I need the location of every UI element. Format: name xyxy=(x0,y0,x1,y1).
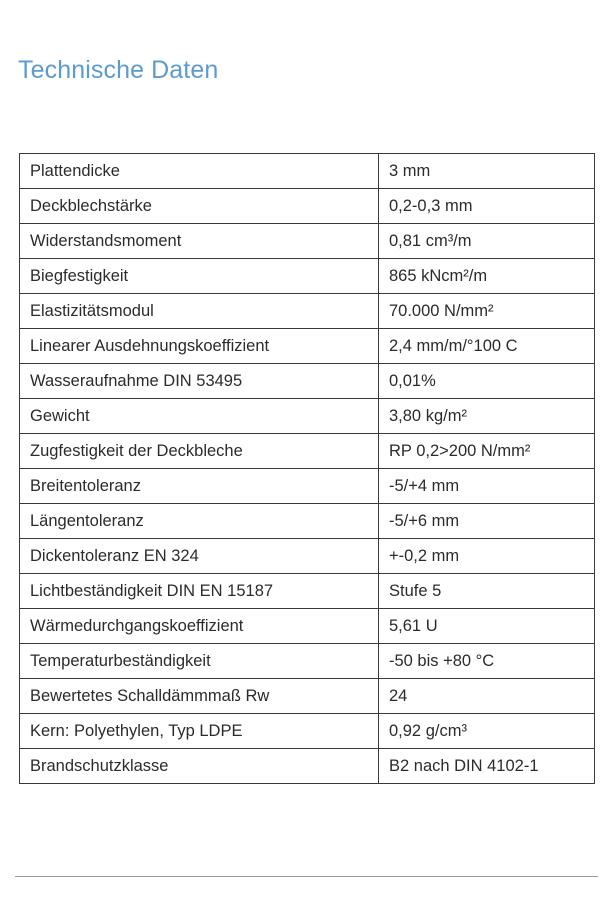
table-row xyxy=(20,329,595,364)
technical-data-table xyxy=(19,153,595,784)
table-row xyxy=(20,224,595,259)
table-row xyxy=(20,399,595,434)
table-row xyxy=(20,539,595,574)
spec-value: +-0,2 mm xyxy=(379,539,595,574)
spec-value: 5,61 U xyxy=(379,609,595,644)
spec-label: Widerstandsmoment xyxy=(20,224,379,259)
page-title: Technische Daten xyxy=(18,56,219,84)
spec-label: Breitentoleranz xyxy=(20,469,379,504)
table-row xyxy=(20,259,595,294)
spec-value: 0,2-0,3 mm xyxy=(379,189,595,224)
spec-value: 24 xyxy=(379,679,595,714)
spec-value: 3,80 kg/m² xyxy=(379,399,595,434)
spec-label: Zugfestigkeit der Deckbleche xyxy=(20,434,379,469)
spec-value: 0,01% xyxy=(379,364,595,399)
spec-value: 2,4 mm/m/°100 C xyxy=(379,329,595,364)
spec-value: -5/+6 mm xyxy=(379,504,595,539)
spec-label: Kern: Polyethylen, Typ LDPE xyxy=(20,714,379,749)
spec-label: Brandschutzklasse xyxy=(20,749,379,784)
spec-label: Wasseraufnahme DIN 53495 xyxy=(20,364,379,399)
spec-label: Bewertetes Schalldämmmaß Rw xyxy=(20,679,379,714)
table-row xyxy=(20,644,595,679)
spec-label: Plattendicke xyxy=(20,154,379,189)
spec-label: Temperaturbeständigkeit xyxy=(20,644,379,679)
spec-value: -5/+4 mm xyxy=(379,469,595,504)
spec-label: Linearer Ausdehnungskoeffizient xyxy=(20,329,379,364)
table-row xyxy=(20,294,595,329)
table-row xyxy=(20,189,595,224)
table-row xyxy=(20,609,595,644)
spec-value: RP 0,2>200 N/mm² xyxy=(379,434,595,469)
table-row xyxy=(20,679,595,714)
table-row xyxy=(20,504,595,539)
spec-label: Wärmedurchgangskoeffizient xyxy=(20,609,379,644)
table-row xyxy=(20,574,595,609)
footer-divider xyxy=(15,876,598,877)
table-row xyxy=(20,714,595,749)
spec-label: Gewicht xyxy=(20,399,379,434)
spec-label: Biegfestigkeit xyxy=(20,259,379,294)
spec-label: Längentoleranz xyxy=(20,504,379,539)
spec-value: 0,92 g/cm³ xyxy=(379,714,595,749)
spec-value: -50 bis +80 °C xyxy=(379,644,595,679)
spec-value: 3 mm xyxy=(379,154,595,189)
spec-value: 0,81 cm³/m xyxy=(379,224,595,259)
spec-label: Elastizitätsmodul xyxy=(20,294,379,329)
spec-value: Stufe 5 xyxy=(379,574,595,609)
table-row xyxy=(20,154,595,189)
spec-label: Dickentoleranz EN 324 xyxy=(20,539,379,574)
spec-label: Lichtbeständigkeit DIN EN 15187 xyxy=(20,574,379,609)
spec-value: 70.000 N/mm² xyxy=(379,294,595,329)
spec-label: Deckblechstärke xyxy=(20,189,379,224)
table-row xyxy=(20,434,595,469)
table-row xyxy=(20,749,595,784)
table-row xyxy=(20,364,595,399)
spec-value: B2 nach DIN 4102-1 xyxy=(379,749,595,784)
table-row xyxy=(20,469,595,504)
spec-value: 865 kNcm²/m xyxy=(379,259,595,294)
